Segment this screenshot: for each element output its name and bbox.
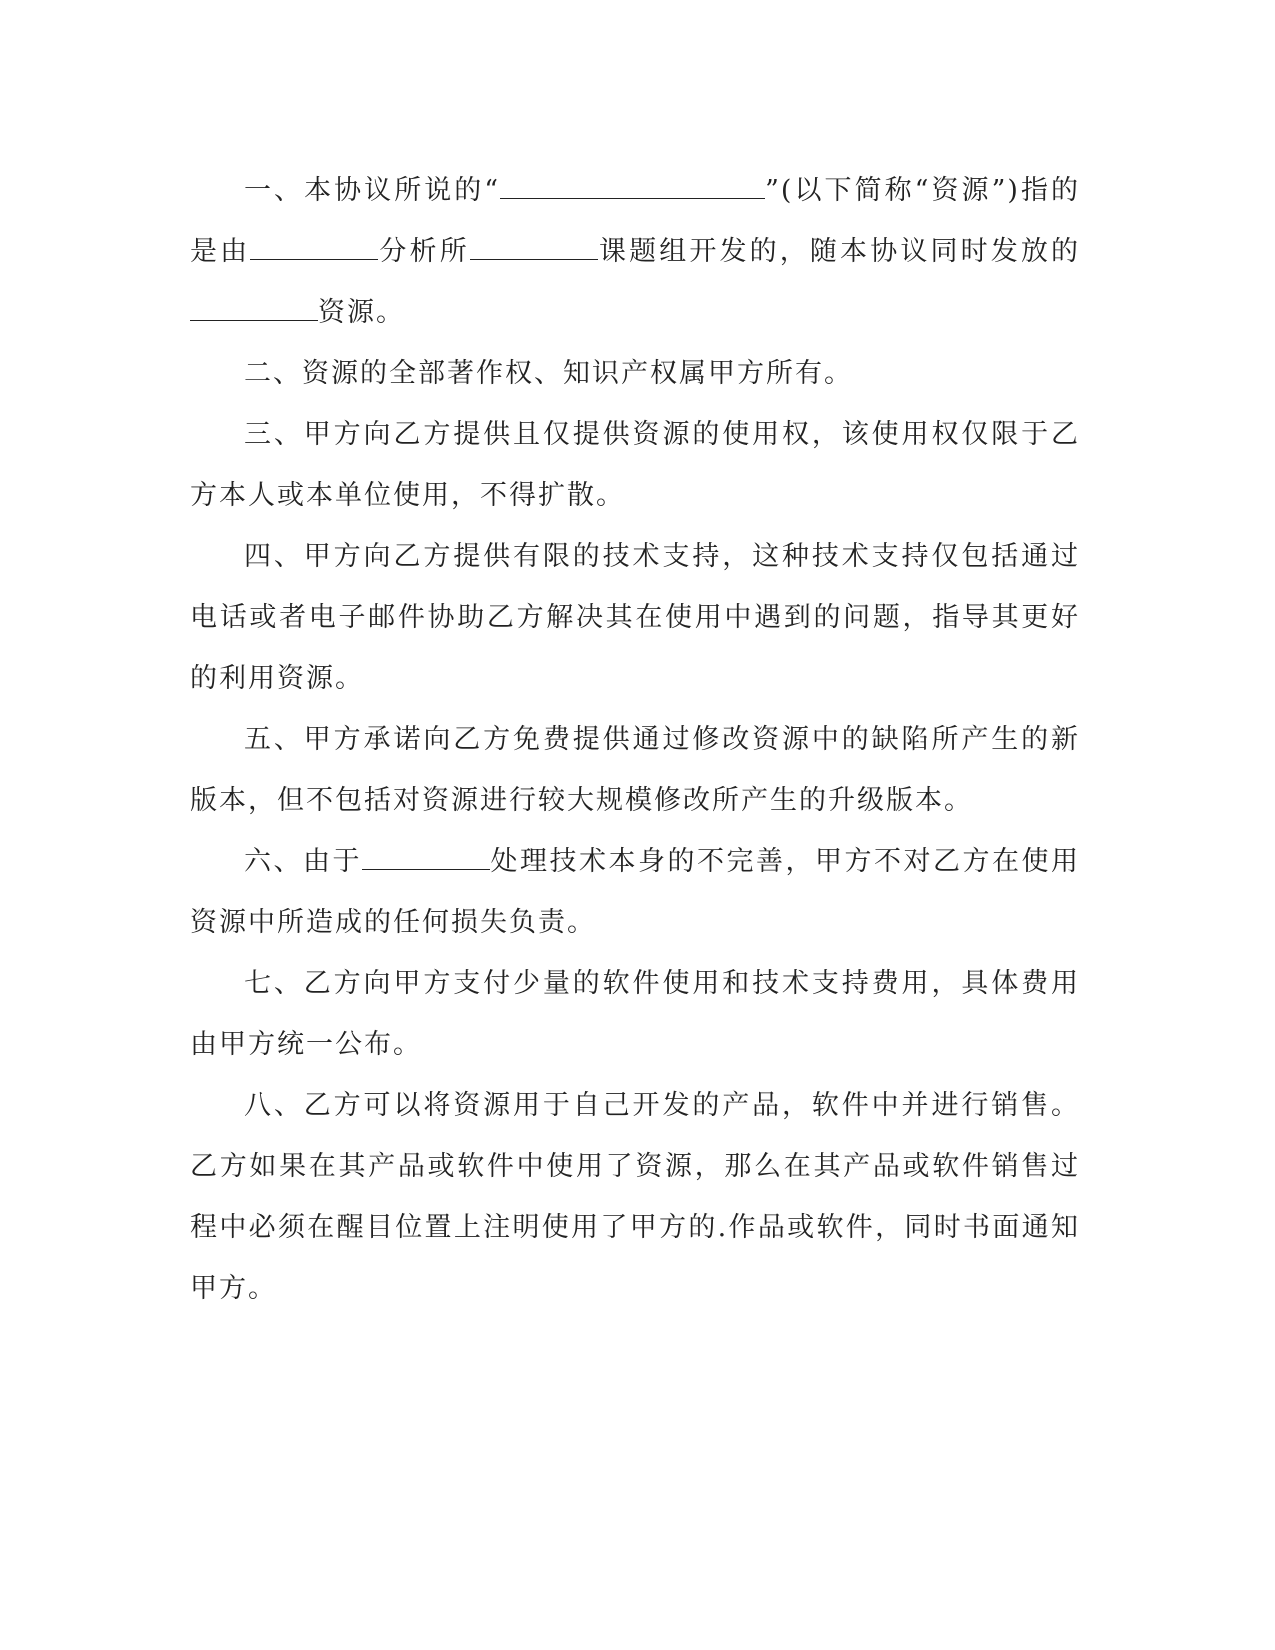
- clause-1-text-b: ”(以下简称“资源”)指的是由: [190, 175, 1080, 267]
- clause-6: [190, 831, 1080, 953]
- clause-6-text-b: 处理技术本身的不完善，甲方不对乙方在使用资源中所造成的任何损失负责。: [190, 846, 1080, 938]
- clause-1-text-e: 资源。: [318, 297, 405, 328]
- clause-5: 五、甲方承诺向乙方免费提供通过修改资源中的缺陷所产生的新版本，但不包括对资源进行较大规模修改所产生的升级版本。: [190, 724, 1080, 816]
- clause-1-text-c: 分析所: [378, 236, 470, 267]
- clause-7: 七、乙方向甲方支付少量的软件使用和技术支持费用，具体费用由甲方统一公布。: [190, 968, 1080, 1060]
- clause-1-text-a: 一、本协议所说的“: [244, 175, 501, 206]
- clause-3: 三、甲方向乙方提供且仅提供资源的使用权，该使用权仅限于乙方本人或本单位使用，不得扩散。: [190, 419, 1080, 511]
- clause-6-text-a: 六、由于: [244, 846, 362, 877]
- clause-2: 二、资源的全部著作权、知识产权属甲方所有。: [244, 358, 853, 389]
- blank-technology-name[interactable]: [362, 839, 490, 870]
- clause-1-text-d: 课题组开发的，随本协议同时发放的: [597, 236, 1081, 267]
- blank-institute-name[interactable]: [250, 229, 378, 260]
- agreement-body: [190, 160, 1080, 1319]
- blank-group-name[interactable]: [470, 229, 598, 260]
- blank-resource-name[interactable]: [500, 168, 765, 199]
- blank-resource-type[interactable]: [190, 290, 318, 321]
- clause-8: 八、乙方可以将资源用于自己开发的产品，软件中并进行销售。乙方如果在其产品或软件中使用了资源，那么在其产品或软件销售过程中必须在醒目位置上注明使用了甲方的.作品或软件，同时书面通知甲方。: [190, 1090, 1080, 1304]
- clause-4: 四、甲方向乙方提供有限的技术支持，这种技术支持仅包括通过电话或者电子邮件协助乙方解决其在使用中遇到的问题，指导其更好的利用资源。: [190, 541, 1080, 694]
- clause-1: [190, 160, 1080, 343]
